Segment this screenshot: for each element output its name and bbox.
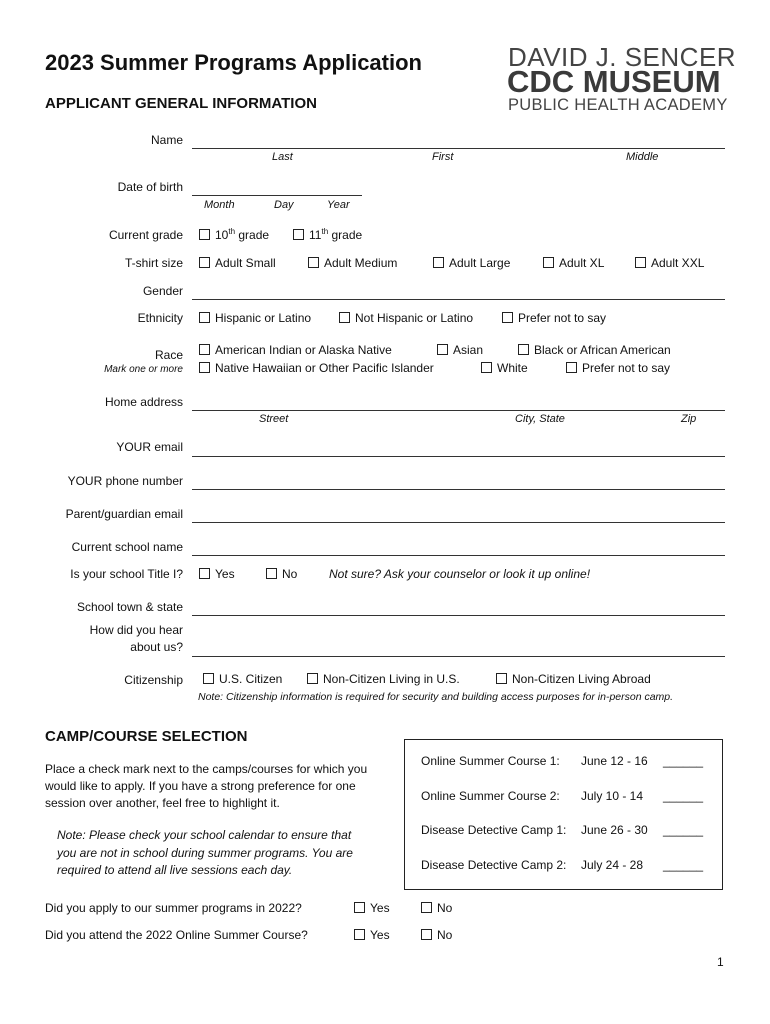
checkbox[interactable] bbox=[199, 257, 210, 268]
citizenship-option-non-us[interactable]: Non-Citizen Living in U.S. bbox=[307, 672, 460, 686]
camp-instructions: Place a check mark next to the camps/courses for which you would like to apply. If you have a strong preference for one session over another, feel free to highlight it. bbox=[45, 762, 368, 810]
checkbox[interactable] bbox=[502, 312, 513, 323]
tshirt-option-large[interactable]: Adult Large bbox=[433, 256, 510, 270]
ethnicity-option-prefer-not[interactable]: Prefer not to say bbox=[502, 311, 606, 325]
ethnicity-label: Ethnicity bbox=[137, 311, 183, 325]
session-2-checkline[interactable]: ______ bbox=[663, 789, 704, 803]
attended-2022-yes[interactable]: Yes bbox=[354, 928, 390, 942]
dob-sub-month: Month bbox=[204, 199, 235, 211]
checkbox[interactable] bbox=[421, 929, 432, 940]
race-option-asian[interactable]: Asian bbox=[437, 343, 483, 357]
dob-sub-year: Year bbox=[327, 199, 350, 211]
session-4-checkline[interactable]: ______ bbox=[663, 858, 704, 872]
checkbox[interactable] bbox=[293, 229, 304, 240]
session-3-checkline[interactable]: ______ bbox=[663, 823, 704, 837]
name-sub-last: Last bbox=[272, 151, 293, 163]
grade-label: Current grade bbox=[108, 228, 183, 242]
race-option-prefer-not[interactable]: Prefer not to say bbox=[566, 361, 670, 375]
race-option-black[interactable]: Black or African American bbox=[518, 343, 671, 357]
question-attended-2022: Did you attend the 2022 Online Summer Course? bbox=[45, 928, 308, 942]
checkbox[interactable] bbox=[199, 362, 210, 373]
checkbox[interactable] bbox=[566, 362, 577, 373]
citizenship-label: Citizenship bbox=[124, 673, 183, 687]
tshirt-option-xl[interactable]: Adult XL bbox=[543, 256, 604, 270]
citizenship-note: Note: Citizenship information is required for security and building access purposes for in-person camp. bbox=[198, 691, 674, 703]
section-heading-camp: CAMP/COURSE SELECTION bbox=[45, 728, 248, 745]
race-option-american-indian[interactable]: American Indian or Alaska Native bbox=[199, 343, 392, 357]
address-field[interactable] bbox=[192, 410, 725, 411]
hear-label-1: How did you hear bbox=[89, 623, 183, 637]
citizenship-option-abroad[interactable]: Non-Citizen Living Abroad bbox=[496, 672, 651, 686]
grade-option-11[interactable]: 11th grade bbox=[293, 227, 362, 242]
section-heading-applicant: APPLICANT GENERAL INFORMATION bbox=[45, 95, 317, 112]
session-1-checkline[interactable]: ______ bbox=[663, 754, 704, 768]
name-sub-middle: Middle bbox=[626, 151, 659, 163]
session-4-name: Disease Detective Camp 2: bbox=[421, 858, 567, 872]
checkbox[interactable] bbox=[496, 673, 507, 684]
checkbox[interactable] bbox=[308, 257, 319, 268]
address-sub-street: Street bbox=[259, 413, 289, 425]
checkbox[interactable] bbox=[481, 362, 492, 373]
tshirt-option-xxl[interactable]: Adult XXL bbox=[635, 256, 704, 270]
town-label: School town & state bbox=[76, 600, 183, 614]
school-label: Current school name bbox=[71, 540, 183, 554]
school-field[interactable] bbox=[192, 555, 725, 556]
logo-line-3: PUBLIC HEALTH ACADEMY bbox=[508, 96, 728, 114]
address-sub-zip: Zip bbox=[681, 413, 697, 425]
title1-label: Is your school Title I? bbox=[70, 567, 183, 581]
name-label: Name bbox=[150, 133, 183, 147]
attended-2022-no[interactable]: No bbox=[421, 928, 452, 942]
title1-option-yes[interactable]: Yes bbox=[199, 567, 235, 581]
logo-line-1: DAVID J. SENCER bbox=[508, 42, 737, 72]
title1-hint: Not sure? Ask your counselor or look it up online! bbox=[329, 567, 591, 581]
citizenship-option-us[interactable]: U.S. Citizen bbox=[203, 672, 282, 686]
grade-option-10[interactable]: 10th grade bbox=[199, 227, 269, 242]
ethnicity-option-not-hispanic[interactable]: Not Hispanic or Latino bbox=[339, 311, 473, 325]
name-field[interactable] bbox=[192, 148, 725, 149]
session-4-dates: July 24 - 28 bbox=[581, 858, 644, 872]
session-3-name: Disease Detective Camp 1: bbox=[421, 823, 567, 837]
phone-label: YOUR phone number bbox=[67, 474, 183, 488]
checkbox[interactable] bbox=[354, 929, 365, 940]
dob-field[interactable] bbox=[192, 195, 362, 196]
camp-note: Note: Please check your school calendar to ensure that you are not in school during summer programs. You are required to attend all live sessions each day. bbox=[57, 828, 353, 877]
parent-email-field[interactable] bbox=[192, 522, 725, 523]
dob-label: Date of birth bbox=[117, 180, 183, 194]
page-number: 1 bbox=[717, 955, 724, 969]
checkbox[interactable] bbox=[543, 257, 554, 268]
gender-field[interactable] bbox=[192, 299, 725, 300]
checkbox[interactable] bbox=[433, 257, 444, 268]
checkbox[interactable] bbox=[339, 312, 350, 323]
question-applied-2022: Did you apply to our summer programs in 2022? bbox=[45, 901, 302, 915]
race-option-white[interactable]: White bbox=[481, 361, 528, 375]
tshirt-option-small[interactable]: Adult Small bbox=[199, 256, 276, 270]
title1-option-no[interactable]: No bbox=[266, 567, 297, 581]
page-title: 2023 Summer Programs Application bbox=[45, 50, 422, 75]
address-sub-city-state: City, State bbox=[515, 413, 565, 425]
logo-line-2: CDC MUSEUM bbox=[507, 64, 721, 99]
checkbox[interactable] bbox=[354, 902, 365, 913]
checkbox[interactable] bbox=[307, 673, 318, 684]
gender-label: Gender bbox=[142, 284, 183, 298]
tshirt-label: T-shirt size bbox=[124, 256, 183, 270]
hear-label-2: about us? bbox=[130, 640, 183, 654]
ethnicity-option-hispanic[interactable]: Hispanic or Latino bbox=[199, 311, 311, 325]
town-field[interactable] bbox=[192, 615, 725, 616]
session-1-dates: June 12 - 16 bbox=[581, 754, 648, 768]
session-1-name: Online Summer Course 1: bbox=[421, 754, 560, 768]
checkbox[interactable] bbox=[199, 229, 210, 240]
checkbox[interactable] bbox=[635, 257, 646, 268]
checkbox[interactable] bbox=[199, 568, 210, 579]
checkbox[interactable] bbox=[518, 344, 529, 355]
email-field[interactable] bbox=[192, 456, 725, 457]
applied-2022-yes[interactable]: Yes bbox=[354, 901, 390, 915]
tshirt-option-medium[interactable]: Adult Medium bbox=[308, 256, 397, 270]
name-sub-first: First bbox=[432, 151, 454, 163]
applied-2022-no[interactable]: No bbox=[421, 901, 452, 915]
race-sublabel: Mark one or more bbox=[104, 364, 183, 375]
phone-field[interactable] bbox=[192, 489, 725, 490]
dob-sub-day: Day bbox=[274, 199, 294, 211]
race-option-pacific-islander[interactable]: Native Hawaiian or Other Pacific Islander bbox=[199, 361, 434, 375]
email-label: YOUR email bbox=[116, 440, 183, 454]
checkbox[interactable] bbox=[266, 568, 277, 579]
hear-field[interactable] bbox=[192, 656, 725, 657]
session-2-name: Online Summer Course 2: bbox=[421, 789, 560, 803]
session-2-dates: July 10 - 14 bbox=[581, 789, 644, 803]
race-label: Race bbox=[154, 348, 183, 362]
parent-email-label: Parent/guardian email bbox=[65, 507, 183, 521]
checkbox[interactable] bbox=[421, 902, 432, 913]
session-3-dates: June 26 - 30 bbox=[581, 823, 648, 837]
checkbox[interactable] bbox=[199, 344, 210, 355]
checkbox[interactable] bbox=[437, 344, 448, 355]
checkbox[interactable] bbox=[203, 673, 214, 684]
checkbox[interactable] bbox=[199, 312, 210, 323]
address-label: Home address bbox=[104, 395, 183, 409]
